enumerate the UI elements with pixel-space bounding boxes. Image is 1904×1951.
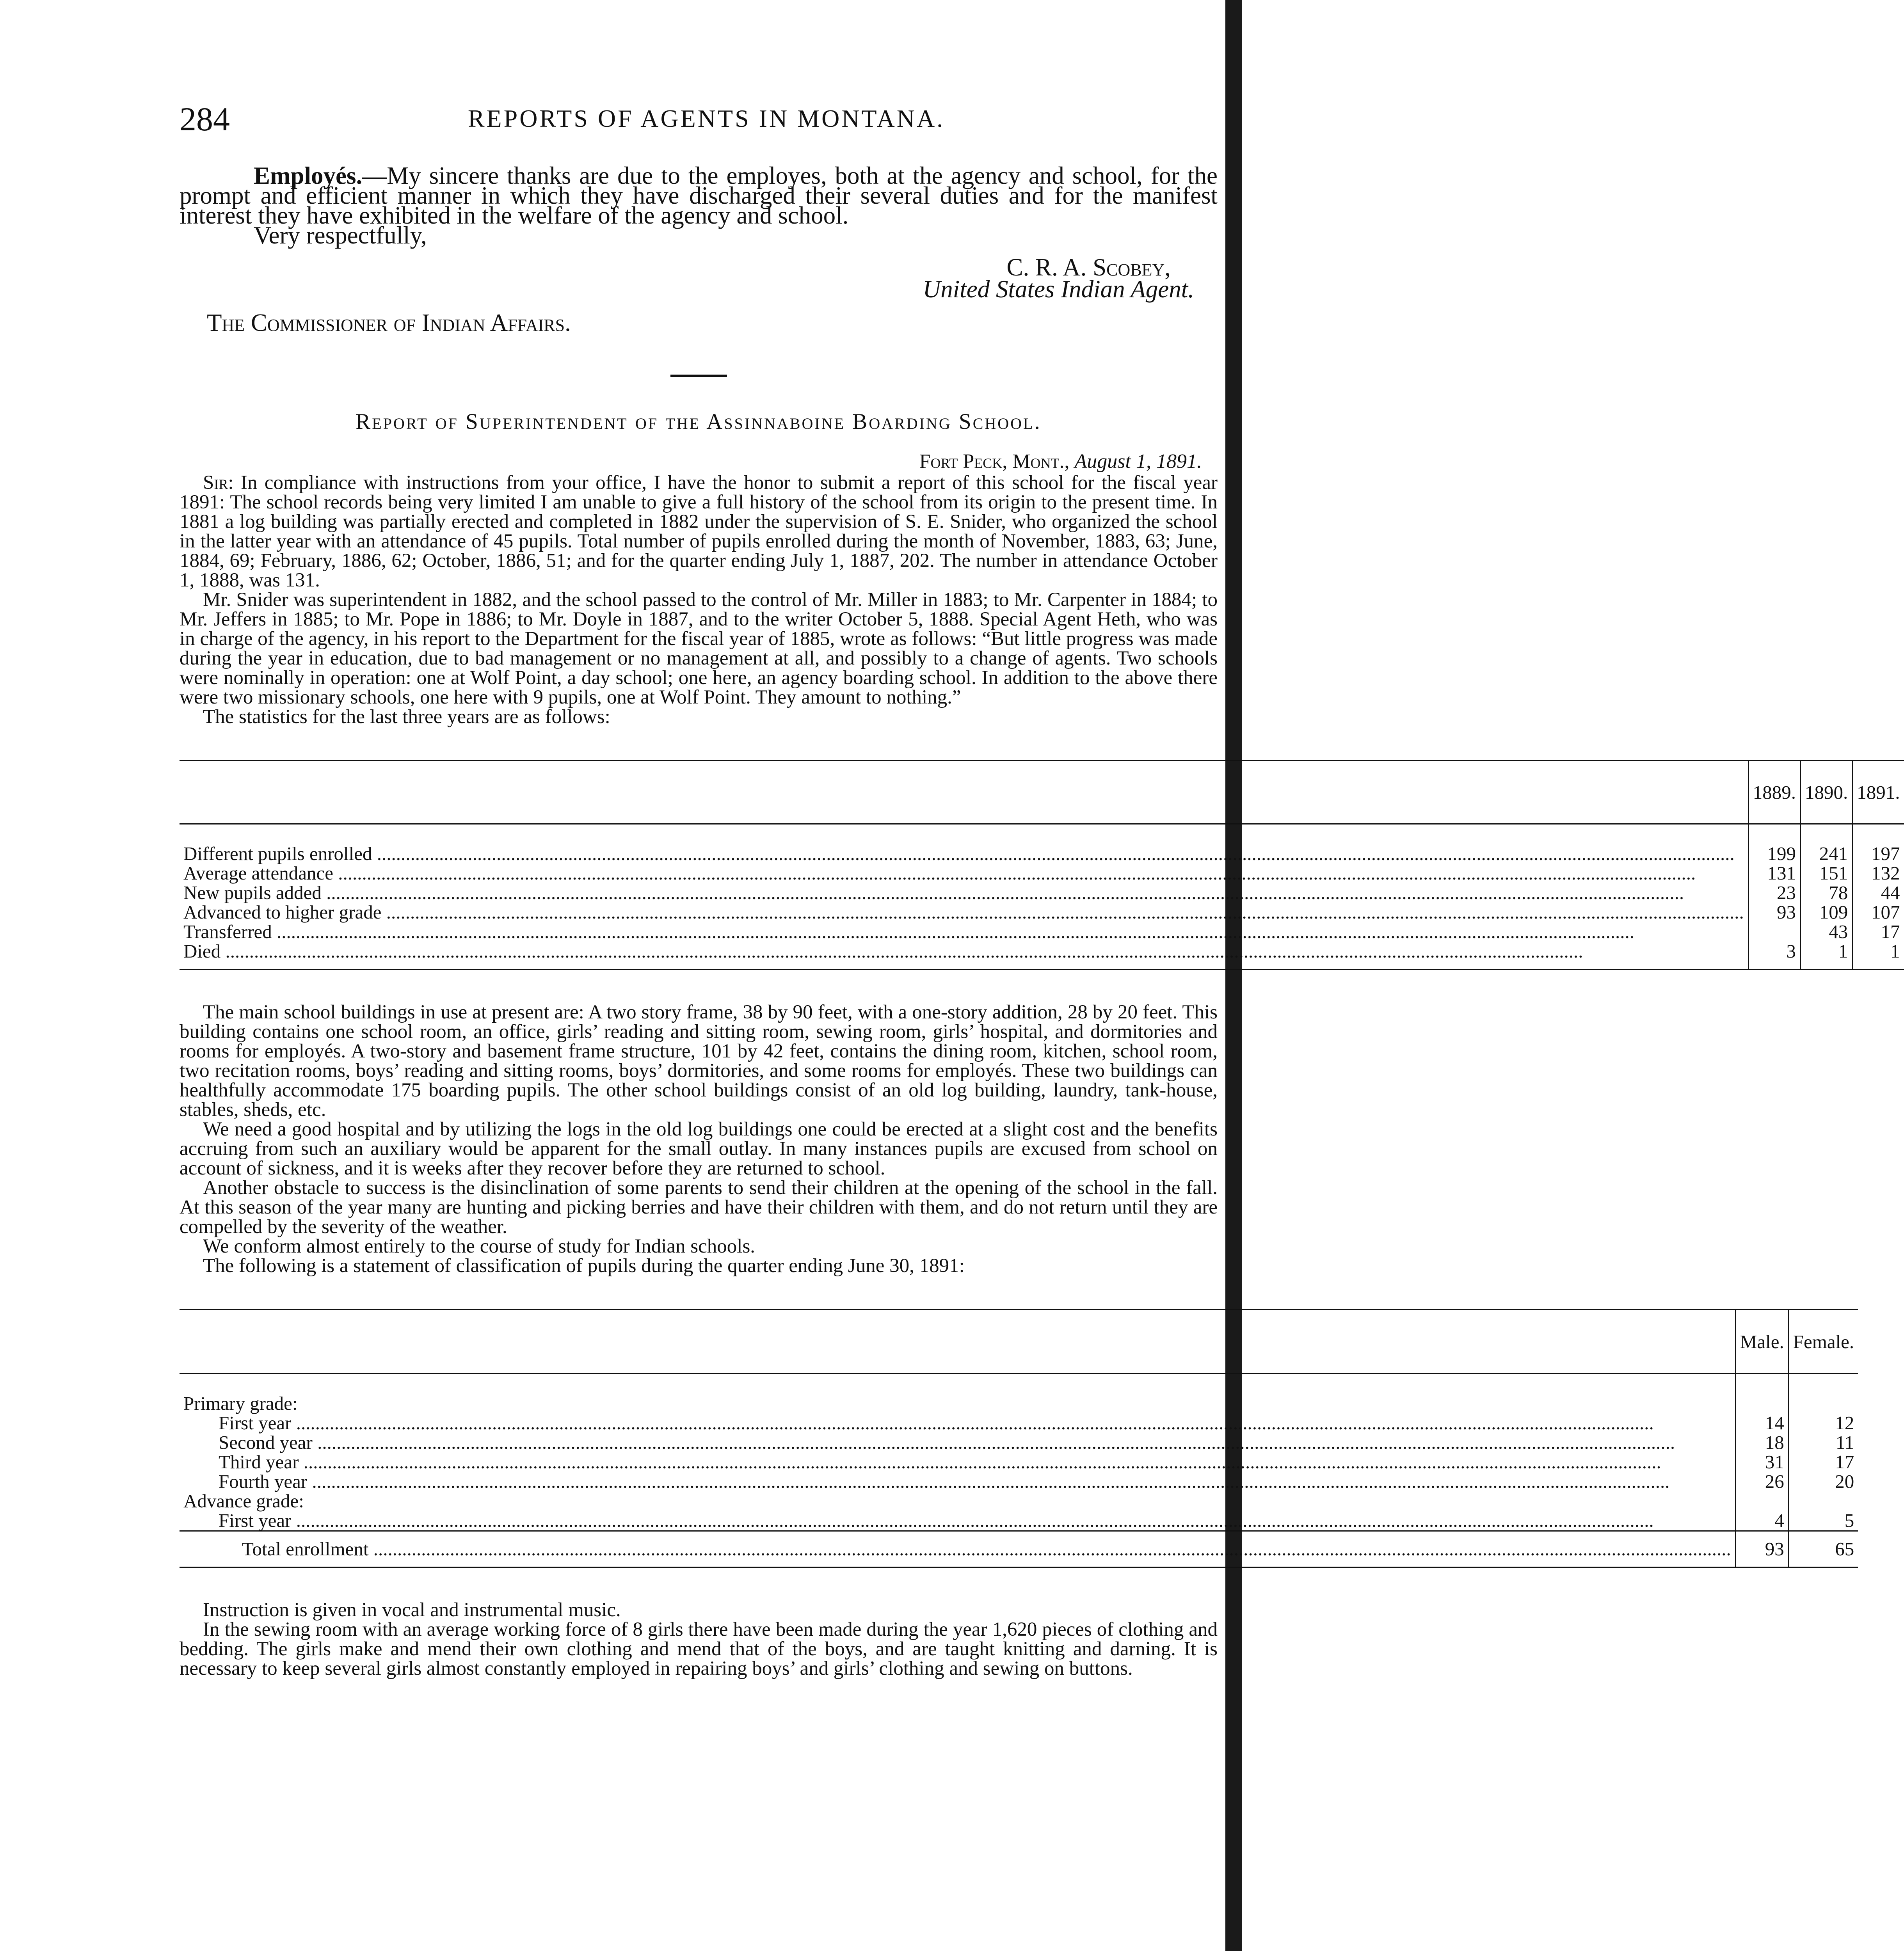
row-label — [180, 824, 1748, 864]
table-row — [180, 1472, 1858, 1491]
table-row — [180, 942, 1904, 970]
scan-border-right — [1225, 0, 1242, 1951]
column-header: 1890. — [1801, 760, 1852, 824]
leader-dots — [272, 921, 1634, 942]
table-cell: 78 — [1801, 883, 1852, 903]
table-cell: 199 — [1748, 824, 1800, 864]
report-paragraph-4: The main school buildings in use at present are: A two story frame, 38 by 90 feet, with a one-story addition, 28 by 20 feet. This building contains one school room, an office, girls’ reading and sitting room, sewing room, girls’ hospital, and dormitories and rooms for employés. A two-story and basement frame structure, 101 by 42 feet, contains the dining room, kitchen, school room, two recitation rooms, boys’ reading and sitting rooms, boys’ dormitories, and some rooms for employés. These two buildings can healthfully accommodate 175 boarding pupils. The other school buildings consist of an old log building, laundry, tank-house, stables, sheds, etc. — [180, 1001, 1218, 1121]
row-label-text: Died — [183, 940, 221, 962]
report-paragraph-5: We need a good hospital and by utilizing the logs in the old log buildings one could be erected at a slight cost and the benefits accruing from such an auxiliary would be apparent for the small outlay. In many instances pupils are excused from school on account of sickness, and it is weeks after they recover before they are returned to school. — [180, 1118, 1218, 1179]
table-cell: 241 — [1801, 824, 1852, 864]
table-cell: 17 — [1788, 1452, 1858, 1472]
row-label-text: New pupils added — [183, 882, 322, 903]
table-cell: 17 — [1852, 922, 1904, 942]
row-label-text: Transferred — [183, 921, 272, 942]
row-label — [180, 903, 1748, 922]
dateline-place: Fort Peck, Mont., — [919, 450, 1070, 473]
table-row — [180, 883, 1904, 903]
table-cell: 31 — [1735, 1452, 1788, 1472]
row-label-text: First year — [219, 1412, 292, 1434]
table-cell: 11 — [1788, 1433, 1858, 1452]
table-cell: 26 — [1735, 1472, 1788, 1491]
row-label — [180, 1452, 1735, 1472]
report-paragraph-3: The statistics for the last three years are as follows: — [203, 706, 610, 728]
leader-dots — [291, 1412, 1653, 1434]
statistics-header-blank — [180, 760, 1748, 824]
total-male: 93 — [1735, 1531, 1788, 1567]
classification-header-blank — [180, 1310, 1735, 1374]
table-cell: 151 — [1801, 864, 1852, 883]
page-number: 284 — [180, 100, 230, 138]
row-label — [180, 1511, 1735, 1531]
empty-cell — [1788, 1374, 1858, 1414]
table-cell: 3 — [1748, 942, 1800, 970]
leader-dots — [291, 1510, 1653, 1531]
leader-dots — [333, 862, 1696, 884]
signature-name: C. R. A. Scobey, — [1006, 254, 1171, 281]
column-header: Female. — [1788, 1310, 1858, 1374]
closing: Very respectfully, — [254, 222, 427, 249]
report-paragraph-10: In the sewing room with an average working force of 8 girls there have been made during the year 1,620 pieces of clothing and bedding. The girls make and mend their own clothing and mend that of the boys, and are taught knitting and darning. It is necessary to keep several girls almost constantly employed in repairing boys’ and girls’ clothing and sewing on buttons. — [180, 1619, 1218, 1679]
employes-paragraph — [180, 162, 1218, 229]
row-label — [180, 1472, 1735, 1491]
page-body — [180, 162, 1900, 1679]
leader-dots — [382, 901, 1744, 923]
signature-title: United States Indian Agent. — [923, 275, 1194, 303]
row-label — [180, 942, 1748, 970]
table-cell: 20 — [1788, 1472, 1858, 1491]
table-cell: 132 — [1852, 864, 1904, 883]
table-cell: 12 — [1788, 1413, 1858, 1433]
table-row — [180, 824, 1904, 864]
table-row — [180, 1511, 1858, 1531]
classification-header-row — [180, 1310, 1858, 1374]
leader-dots — [307, 1471, 1669, 1492]
table-row — [180, 922, 1904, 942]
employes-text: —My sincere thanks are due to the employes, both at the agency and school, for the prompt and efficient manner in which they have discharged their several duties and for the manifest interest they have exhibited in the welfare of the agency and school. — [180, 162, 1218, 229]
section-divider — [670, 375, 727, 377]
page-header — [180, 100, 1233, 142]
report-paragraph-7: We conform almost entirely to the course of study for Indian schools. — [203, 1235, 756, 1257]
table-cell: 14 — [1735, 1413, 1788, 1433]
column-header: Male. — [1735, 1310, 1788, 1374]
row-label — [180, 1433, 1735, 1452]
table-cell: 43 — [1801, 922, 1852, 942]
row-label-text: Different pupils enrolled — [183, 843, 372, 864]
table-row — [180, 1413, 1858, 1433]
table-row — [180, 903, 1904, 922]
report-paragraph-1 — [180, 473, 1218, 590]
report-paragraph-6: Another obstacle to success is the disinclination of some parents to send their children at the opening of the school in the fall. At this season of the year many are hunting and picking berries and have their children with them, and do not return until they are compelled by the severity of the weather. — [180, 1177, 1218, 1238]
table-row — [180, 1433, 1858, 1452]
column-header: 1891. — [1852, 760, 1904, 824]
report-paragraph-1-text: In compliance with instructions from your office, I have the honor to submit a report of this school for the fiscal year 1891: The school records being very limited I am unable to give a full history of the school from its origin to the present time. In 1881 a log building was partially erected and completed in 1882 under the supervision of S. E. Snider, who organized the school in the latter year with an attendance of 45 pupils. Total number of pupils enrolled during the month of November, 1883, 63; June, 1884, 69; February, 1886, 62; October, 1886, 51; and for the quarter ending July 1, 1887, 202. The number in attendance October 1, 1888, was 131. — [180, 472, 1218, 591]
salutation: Sir: — [203, 472, 234, 494]
total-label-text: Total enrollment — [242, 1538, 369, 1560]
report-paragraph-2: Mr. Snider was superintendent in 1882, and the school passed to the control of Mr. Miller in 1883; to Mr. Carpenter in 1884; to Mr. Jeffers in 1885; to Mr. Pope in 1886; to Mr. Doyle in 1887, and to the writer October 5, 1888. Special Agent Heth, who was in charge of the agency, in his report to the Department for the fiscal year of 1885, wrote as follows: “But little progress was made during the year in education, due to bad management or no management at all, and possibly to a change of agents. Two schools were nominally in operation: one at Wolf Point, a day school; one here, an agency boarding school. In addition to the above there were two missionary schools, one here with 9 pupils, one at Wolf Point. They amount to nothing.” — [180, 589, 1218, 708]
leader-dots — [299, 1451, 1661, 1473]
dateline — [180, 450, 1202, 473]
leader-dots — [372, 843, 1735, 864]
closing-section — [180, 1600, 1218, 1678]
table-cell: 23 — [1748, 883, 1800, 903]
statistics-table — [180, 760, 1904, 973]
row-label — [180, 1531, 1735, 1567]
leader-dots — [369, 1538, 1731, 1560]
empty-cell — [1735, 1491, 1788, 1511]
leader-dots — [313, 1432, 1675, 1453]
table-row — [180, 864, 1904, 883]
table-cell: 197 — [1852, 824, 1904, 864]
row-label-text: Third year — [219, 1451, 299, 1473]
table-bottom-rule-cell — [180, 1567, 1858, 1571]
table-cell: 1 — [1801, 942, 1852, 970]
row-label — [180, 864, 1748, 883]
group-heading-row — [180, 1491, 1858, 1511]
table-bottom-rule-cell — [180, 970, 1904, 974]
table-row — [180, 1452, 1858, 1472]
group-heading: Primary grade: — [183, 1393, 298, 1414]
statistics-header-row — [180, 760, 1904, 824]
row-label-text: Average attendance — [183, 862, 334, 884]
row-label-text: First year — [219, 1510, 292, 1531]
table-cell: 109 — [1801, 903, 1852, 922]
report-paragraph-9: Instruction is given in vocal and instrumental music. — [203, 1599, 621, 1621]
table-cell: 5 — [1788, 1511, 1858, 1531]
row-label-text: Fourth year — [219, 1471, 308, 1492]
empty-cell — [1788, 1491, 1858, 1511]
leader-dots — [220, 940, 1583, 962]
row-label-text: Advanced to higher grade — [183, 901, 382, 923]
table-bottom-rule — [180, 1567, 1858, 1571]
empty-cell — [1735, 1374, 1788, 1414]
row-label — [180, 922, 1748, 942]
report-title: Report of Superintendent of the Assinnaboine Boarding School. — [356, 409, 1042, 434]
table-cell: 18 — [1735, 1433, 1788, 1452]
total-female: 65 — [1788, 1531, 1858, 1567]
employes-runin: Employés. — [254, 162, 363, 189]
classification-table — [180, 1309, 1858, 1571]
group-heading: Advance grade: — [183, 1490, 304, 1512]
group-heading-row — [180, 1374, 1858, 1414]
buildings-section — [180, 1002, 1218, 1276]
table-cell — [1748, 922, 1800, 942]
running-head: REPORTS OF AGENTS IN MONTANA. — [468, 105, 945, 132]
table-cell: 4 — [1735, 1511, 1788, 1531]
row-label-text: Second year — [219, 1432, 313, 1453]
table-cell: 107 — [1852, 903, 1904, 922]
table-cell: 44 — [1852, 883, 1904, 903]
addressee: The Commissioner of Indian Affairs. — [207, 309, 571, 336]
column-header: 1889. — [1748, 760, 1800, 824]
table-cell: 1 — [1852, 942, 1904, 970]
row-label — [180, 1413, 1735, 1433]
table-cell: 93 — [1748, 903, 1800, 922]
row-label — [180, 883, 1748, 903]
leader-dots — [322, 882, 1684, 903]
dateline-date: August 1, 1891. — [1074, 450, 1202, 473]
table-bottom-rule — [180, 970, 1904, 974]
total-row — [180, 1531, 1858, 1567]
table-cell: 131 — [1748, 864, 1800, 883]
report-paragraph-8: The following is a statement of classification of pupils during the quarter ending June 30, 1891: — [203, 1255, 965, 1277]
